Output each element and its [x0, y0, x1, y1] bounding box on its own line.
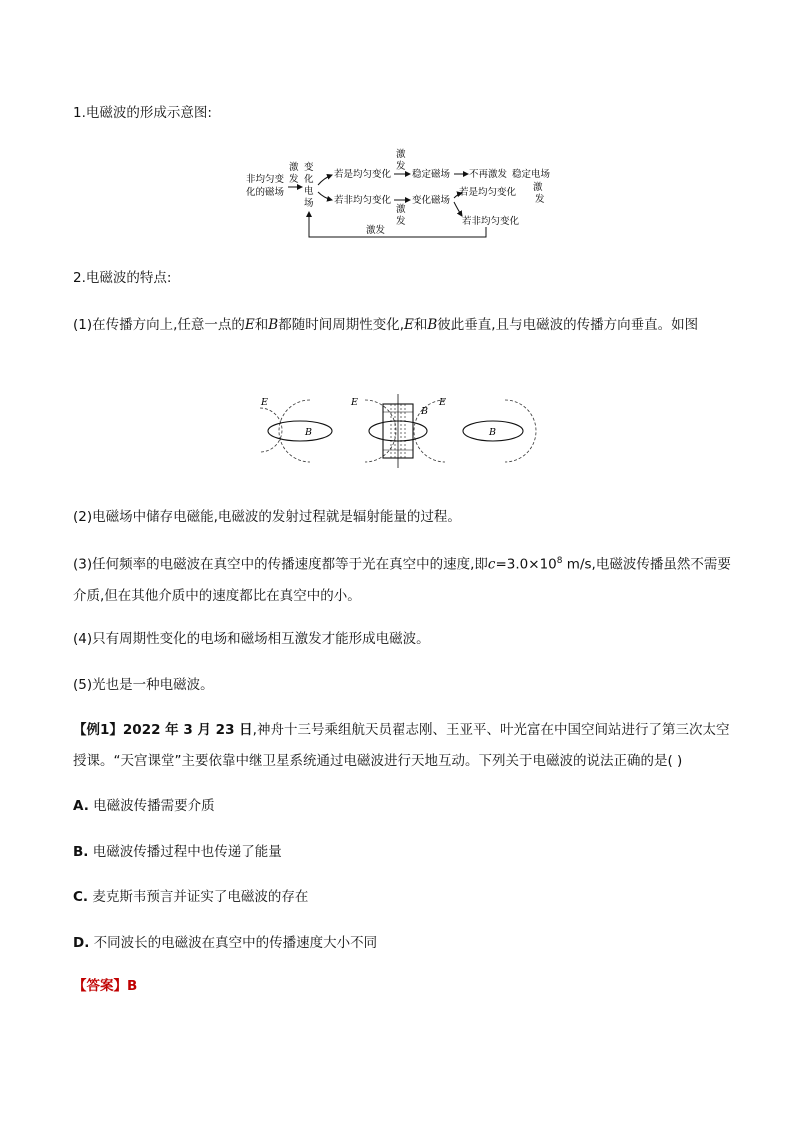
symbol-c: c — [487, 556, 496, 573]
excite-right-2: 发 — [535, 194, 545, 205]
excite-right-1: 激 — [533, 182, 543, 193]
changing-e-4: 场 — [304, 198, 314, 209]
no-more-excite: 不再激发 — [469, 169, 508, 180]
option-letter: C. — [73, 889, 89, 905]
label-e: E — [261, 397, 268, 408]
example-text: ,神舟十三号乘组航天员翟志刚、王亚平、叶光富在中国空间站进行了第三次太空授课。“天宫课堂”主要依靠中继卫星系统通过电磁波进行天地互动。下列关于电磁波的说法正确的是( ) — [73, 722, 730, 769]
excite-left-1: 激 — [289, 162, 299, 173]
label-e: E — [351, 397, 358, 408]
feature-5: (5)光也是一种电磁波。 — [73, 677, 214, 693]
stable-b: 稳定磁场 — [412, 169, 451, 180]
excite-mid-1: 激 — [396, 204, 406, 215]
option-text: 不同波长的电磁波在真空中的传播速度大小不同 — [93, 935, 378, 951]
feature-1 — [73, 310, 733, 341]
exponent: 8 — [556, 556, 563, 566]
answer-value: B — [127, 978, 138, 994]
option-c — [73, 887, 308, 907]
branch-bottom: 若非均匀变化 — [334, 195, 392, 206]
feature-3-text-c: m/s,电磁波传播虽然不需要介质,但在其他介质中的速度都比在真空中的小。 — [73, 556, 731, 604]
feature-1-text-e: 彼此垂直,且与电磁波的传播方向垂直。如图 — [437, 317, 699, 333]
symbol-e: E — [404, 317, 414, 333]
feature-1-text-b: 和 — [254, 317, 269, 333]
changing-e-2: 化 — [304, 174, 314, 185]
source-line-1: 非均匀变 — [246, 174, 285, 185]
example-date: 2022 年 3 月 23 日 — [122, 722, 253, 738]
em-field-diagram — [225, 390, 545, 474]
answer-label: 【答案】 — [73, 978, 127, 994]
option-text: 电磁波传播过程中也传递了能量 — [92, 844, 282, 860]
excite-top-1: 激 — [396, 149, 406, 160]
example-tag: 【例1】 — [73, 722, 123, 738]
symbol-b: B — [427, 317, 438, 333]
excite-top-2: 发 — [396, 161, 406, 172]
feature-3-text-b: =3.0×10 — [495, 556, 557, 573]
option-text: 麦克斯韦预言并证实了电磁波的存在 — [92, 889, 309, 905]
section-2-title: 2.电磁波的特点: — [73, 270, 172, 286]
option-letter: A. — [73, 798, 89, 814]
excite-loop: 激发 — [366, 225, 386, 236]
em-wave-formation-diagram — [236, 140, 566, 245]
symbol-b: B — [268, 317, 279, 333]
option-text: 电磁波传播需要介质 — [93, 798, 215, 814]
changing-e-1: 变 — [304, 162, 314, 173]
label-b: B — [421, 406, 428, 417]
answer — [73, 976, 137, 996]
label-e: E — [439, 397, 446, 408]
stable-e: 稳定电场 — [512, 169, 551, 180]
option-d — [73, 933, 377, 953]
feature-1-text-c: 都随时间周期性变化, — [278, 317, 404, 333]
feature-3-text-a: (3)任何频率的电磁波在真空中的传播速度都等于光在真空中的速度,即 — [73, 556, 488, 573]
excite-left-2: 发 — [289, 174, 299, 185]
feature-1-text-a: (1)在传播方向上,任意一点的 — [73, 317, 245, 333]
feature-4: (4)只有周期性变化的电场和磁场相互激发才能形成电磁波。 — [73, 631, 430, 647]
feature-2: (2)电磁场中储存电磁能,电磁波的发射过程就是辐射能量的过程。 — [73, 509, 461, 525]
label-b: B — [489, 427, 496, 438]
excite-mid-2: 发 — [396, 216, 406, 227]
branch2-bottom: 若非均匀变化 — [462, 216, 520, 227]
option-a — [73, 796, 215, 816]
branch-top: 若是均匀变化 — [334, 169, 392, 180]
example-question — [73, 715, 733, 777]
option-b — [73, 842, 282, 862]
option-letter: D. — [73, 935, 90, 951]
section-1-title: 1.电磁波的形成示意图: — [73, 105, 212, 121]
feature-1-text-d: 和 — [413, 317, 428, 333]
symbol-e: E — [244, 317, 255, 333]
changing-b: 变化磁场 — [412, 195, 451, 206]
feature-3 — [73, 546, 733, 612]
option-letter: B. — [73, 844, 89, 860]
branch2-top: 若是均匀变化 — [459, 187, 517, 198]
label-b: B — [305, 427, 312, 438]
source-line-2: 化的磁场 — [246, 187, 285, 198]
changing-e-3: 电 — [304, 186, 314, 197]
